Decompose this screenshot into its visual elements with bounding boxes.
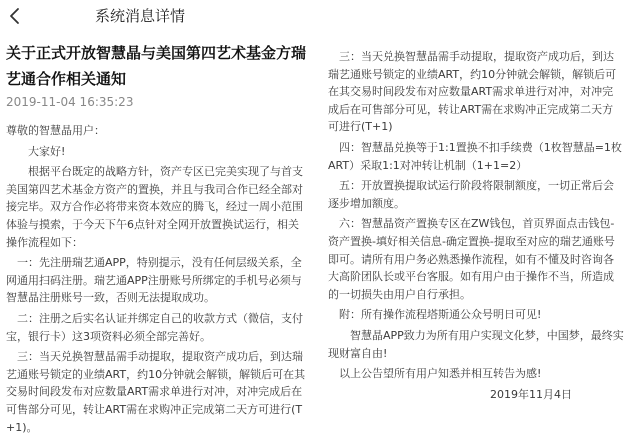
greeting: 尊敬的智慧晶用户：	[6, 124, 105, 137]
appendix-note: 附：所有操作流程塔斯通公众号明日可见!	[339, 308, 542, 322]
step-four-paragraph: 四：智慧晶兑换等于1:1置换不扣手续费（1枚智慧晶=1枚ART）采取1:1对冲转让机制（1+1=2）	[328, 140, 622, 172]
step-six-paragraph: 六：智慧晶资产置换专区在ZW钱包，首页界面点击钱包-资产置换-填好相关信息-确定置换-提取至对应的瑞艺通账号即可。请所有用户务必熟悉操作流程，如有不懂及时咨询各大高阶团队长或平台客服。如有用户由于操作不当，所造成的一切损失由用户自行承担。	[328, 217, 615, 301]
article-date: 2019-11-04 16:35:23	[6, 95, 134, 109]
article-body-left	[6, 122, 306, 439]
mission-statement: 智慧晶APP致力为所有用户实现文化梦，中国梦，最终实现财富自由!	[328, 328, 624, 360]
step-three-paragraph-continued: 三：当天兑换智慧晶需手动提取，提取资产成功后，到达瑞艺通账号锁定的业绩ART，约10分钟就会解锁，解锁后可在其交易时间段发布对应数量ART需求单进行对冲，对冲完成后在可售部分可见，转让ART需在求购冲正完成第二天方可进行(T+1)	[328, 50, 617, 134]
signature-date: 2019年11月4日	[490, 387, 572, 401]
salutation: 大家好!	[28, 144, 66, 158]
step-two-paragraph: 二：注册之后实名认证并绑定自己的收款方式（微信，支付宝，银行卡）这3项资料必须全部完善好。	[6, 311, 303, 343]
notice-screen-right	[316, 0, 632, 440]
article-body-right	[328, 48, 624, 406]
step-three-paragraph: 三：当天兑换智慧晶需手动提取，提取资产成功后，到达瑞艺通账号锁定的业绩ART，约10分钟就会解锁，解锁后可在其交易时间段发布对应数量ART需求单进行对冲，对冲完成后在可售部分可见，转让ART需在求购冲正完成第二天方可进行(T+1)。	[6, 350, 306, 434]
top-bar	[0, 0, 316, 32]
step-five-paragraph: 五：开放置换提取试运行阶段将限制额度，一切正常后会逐步增加额度。	[328, 179, 614, 210]
step-one-paragraph: 一：先注册瑞艺通APP，特别提示，没有任何层级关系，全网通用扫码注册。瑞艺通APP注册账号所绑定的手机号必须与智慧晶注册账号一致，否则无法提取成功。	[6, 256, 302, 305]
screen-title: 系统消息详情	[95, 7, 186, 25]
intro-paragraph: 根据平台既定的战略方针，资产专区已完美实现了与首支美国第四艺术基金方资产的置换，并且与我司合作已经全部对接完毕。双方合作必将带来资本效应的腾飞，经过一周小范围体验与摸索，于今天下午6点针对全网开放置换试运行，相关操作流程如下：	[6, 165, 303, 249]
back-arrow-icon[interactable]	[6, 7, 24, 25]
article-title: 关于正式开放智慧晶与美国第四艺术基金方瑞艺通合作相关通知	[6, 44, 307, 88]
closing-note: 以上公告望所有用户知悉并相互转告为感!	[339, 367, 542, 381]
